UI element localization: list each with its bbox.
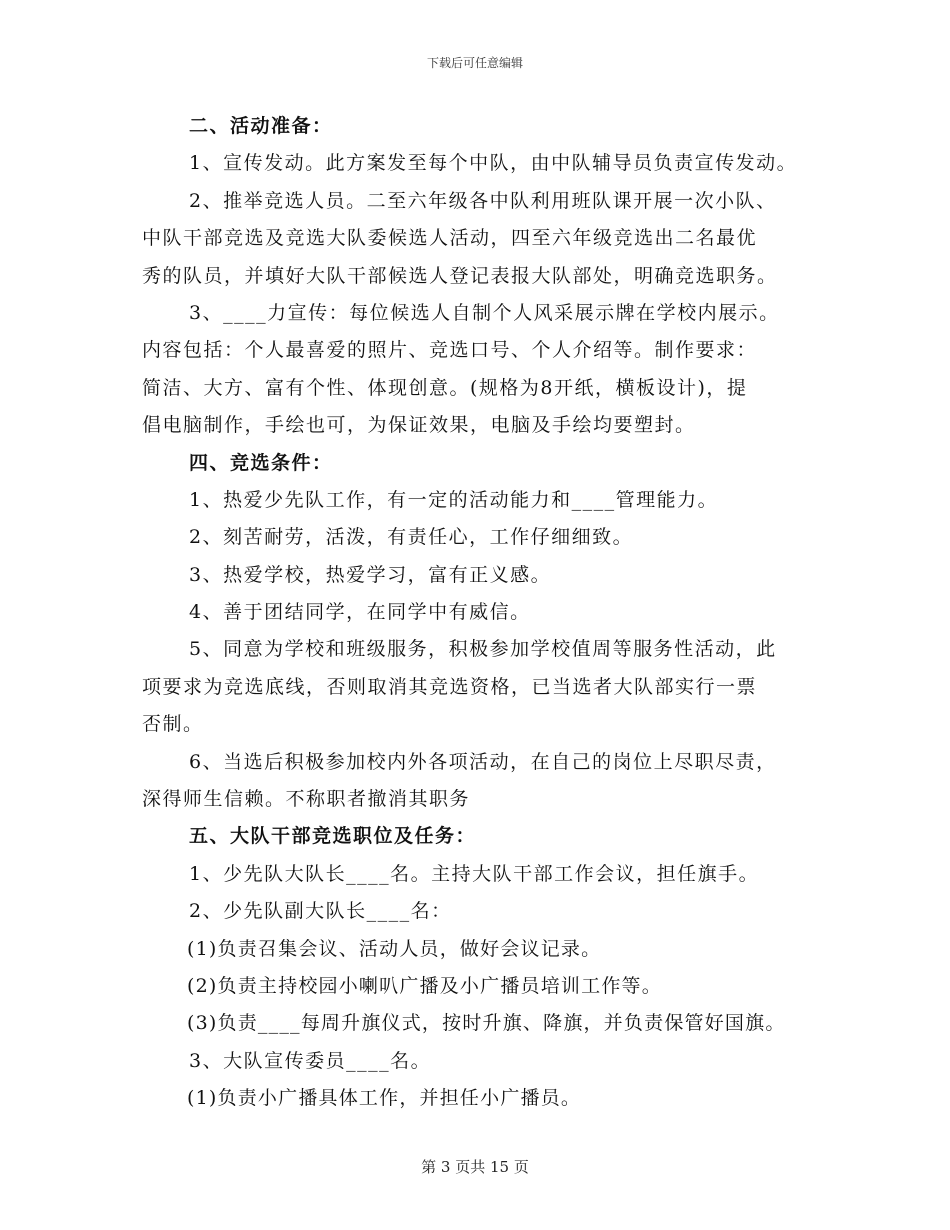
paragraph-line: (1)负责召集会议、活动人员，做好会议记录。 <box>187 937 602 960</box>
paragraph-line: 3、____力宣传：每位候选人自制个人风采展示牌在学校内展示。 <box>189 301 780 324</box>
paragraph-line: 2、少先队副大队长____名： <box>189 900 452 923</box>
paragraph-line: 倡电脑制作，手绘也可，为保证效果，电脑及手绘均要塑封。 <box>142 414 696 437</box>
paragraph-line: 秀的队员，并填好大队干部候选人登记表报大队部处，明确竞选职务。 <box>142 264 778 287</box>
paragraph-line: 2、刻苦耐劳，活泼，有责任心，工作仔细细致。 <box>189 526 634 549</box>
page-footer: 第 3 页共 15 页 <box>421 1158 529 1176</box>
document-body <box>142 108 822 1118</box>
page-header: 下载后可任意编辑 <box>426 56 523 70</box>
paragraph-line: 5、同意为学校和班级服务，积极参加学校值周等服务性活动，此 <box>189 638 777 661</box>
paragraph-line: (2)负责主持校园小喇叭广播及小广播员培训工作等。 <box>187 974 662 997</box>
paragraph-line: 1、热爱少先队工作，有一定的活动能力和____管理能力。 <box>189 488 719 511</box>
paragraph-line: 简洁、大方、富有个性、体现创意。(规格为8开纸，横板设计)，提 <box>142 376 748 399</box>
paragraph-line: 4、善于团结同学，在同学中有威信。 <box>189 601 531 624</box>
paragraph-line: 2、推举竞选人员。二至六年级各中队利用班队课开展一次小队、 <box>189 189 777 212</box>
paragraph-line: 3、热爱学校，热爱学习，富有正义感。 <box>189 563 552 586</box>
paragraph-line: (1)负责小广播具体工作，并担任小广播员。 <box>187 1087 582 1110</box>
paragraph-line: 3、大队宣传委员____名。 <box>189 1049 432 1072</box>
paragraph-line: 深得师生信赖。不称职者撤消其职务 <box>142 788 471 811</box>
paragraph-line: 否制。 <box>142 713 204 736</box>
paragraph-line: 项要求为竞选底线，否则取消其竞选资格，已当选者大队部实行一票 <box>142 675 758 698</box>
section-heading: 五、大队干部竞选职位及任务： <box>189 825 477 848</box>
section-heading: 四、竞选条件： <box>189 451 333 474</box>
paragraph-line: 中队干部竞选及竞选大队委候选人活动，四至六年级竞选出二名最优 <box>142 227 758 250</box>
paragraph-line: (3)负责____每周升旗仪式，按时升旗、降旗，并负责保管好国旗。 <box>187 1012 786 1035</box>
paragraph-line: 6、当选后积极参加校内外各项活动，在自己的岗位上尽职尽责， <box>189 750 777 773</box>
section-heading: 二、活动准备： <box>189 115 333 137</box>
paragraph-line: 内容包括：个人最喜爱的照片、竞选口号、个人介绍等。制作要求： <box>142 339 758 362</box>
paragraph-line: 1、宣传发动。此方案发至每个中队，由中队辅导员负责宣传发动。 <box>189 152 798 175</box>
paragraph-line: 1、少先队大队长____名。主持大队干部工作会议，担任旗手。 <box>189 862 760 885</box>
